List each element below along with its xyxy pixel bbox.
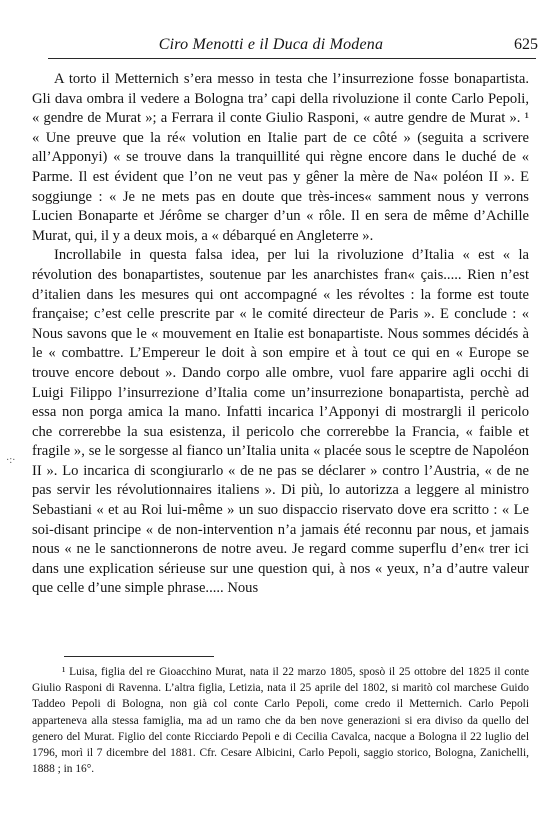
footnote: ¹ Luisa, figlia del re Gioacchino Murat, nata il 22 marzo 1805, sposò il 25 ottobre del 1825 il conte Giulio Rasponi di Ravenna. L’altra figlia, Letizia, nata il 25 aprile del 1802, si maritò col marchese Guido Taddeo Pepoli di Bologna, non già col conte Carlo Pepoli, come credo il Metternich. Carlo Pepoli apparteneva alla stessa famiglia, ma ad un ramo che da ben nove generazioni si era diviso da quello del genero del Murat. Figlio del conte Ricciardo Pepoli e di Cecilia Cavalca, nacque a Bologna il 22 luglio del 1796, morì il 7 dicembre del 1881. Cfr. Cesare Albicini, Carlo Pepoli, saggio storico, Bologna, Zanichelli, 1888 ; in 16°. bbox=[32, 666, 529, 776]
running-title: Ciro Menotti e il Duca di Modena bbox=[158, 36, 384, 53]
page-header bbox=[48, 36, 538, 58]
paragraph: Incrollabile in questa falsa idea, per lui la rivoluzione d’Italia « est « la révolution des bonapartistes, soutenue par les anarchistes fran« çais..... Rien n’est d’italien dans les mesures qui ont accompagné « les révoltes : la forme est toute française; c’est celle prescrite par « le comité directeur de Paris ». E conclude : « Nous savons que le « mouvement en Italie est bonapartiste. Nous sommes décidés à le « combattre. L’Empereur le doit à son empire et à tout ce qui en « Europe se trouve encore debout ». Dando corpo alle ombre, vuol fare apparire agli occhi di Luigi Filippo l’insurrezione d’Italia come un’insurrezione bonapartista, perchè ad essa non porga amica la mano. Infatti incarica l’Apponyi di mostrargli il pericolo che correrebbe la sua esistenza, il pericolo che correrebbe la Francia, « faible et fragile », se le sorgesse al fianco un’Italia unita « placée sous le sceptre de Napoléon II ». Lo incarica di scongiurarlo « de ne pas se déclarer » contro l’Austria, « de ne pas servir les révolutionnaires italiens ». Di più, lo autorizza a leggere al ministro Sebastiani « et au Roi lui-même » un suo dispaccio riservato dove era scritto : « Le soi-disant principe « de non-intervention n’a jamais été reconnu par nous, et jamais nous « ne le sanctionnerons de notre aveu. Je regard comme superflu d’en« trer ici dans une explication sérieuse sur une question qui, à nos « yeux, n’a d’autre valeur que celle d’une simple phrase..... Nous bbox=[32, 247, 529, 597]
main-text bbox=[32, 70, 529, 599]
page-number: 625 bbox=[514, 36, 538, 53]
footnotes bbox=[32, 664, 529, 777]
margin-mark: ·:· bbox=[6, 455, 16, 466]
footnote-rule bbox=[64, 656, 214, 657]
paragraph: A torto il Metternich s’era messo in testa che l’insurrezione fosse bonapartista. Gli dava ombra il vedere a Bologna tra’ capi della rivoluzione il conte Carlo Pepoli, « gendre de Murat »; a Ferrara il conte Giulio Rasponi, « autre gendre de Murat ». ¹ « Une preuve que la ré« volution en Italie part de ce côté » (seguita a scrivere all’Apponyi) « se trouve dans la tranquillité qui règne encore dans le duché de « Parme. Il est évident que l’on ne veut pas y gêner la mère de Na« poléon II ». E soggiunge : « Je ne mets pas en doute que très-inces« samment nous y verrons Lucien Bonaparte et Jérôme se charger d’un « rôle. Il en sera de même d’Achille Murat, qui, il y a deux mois, a « débarqué en Angleterre ». bbox=[32, 71, 529, 244]
header-rule bbox=[48, 58, 536, 59]
